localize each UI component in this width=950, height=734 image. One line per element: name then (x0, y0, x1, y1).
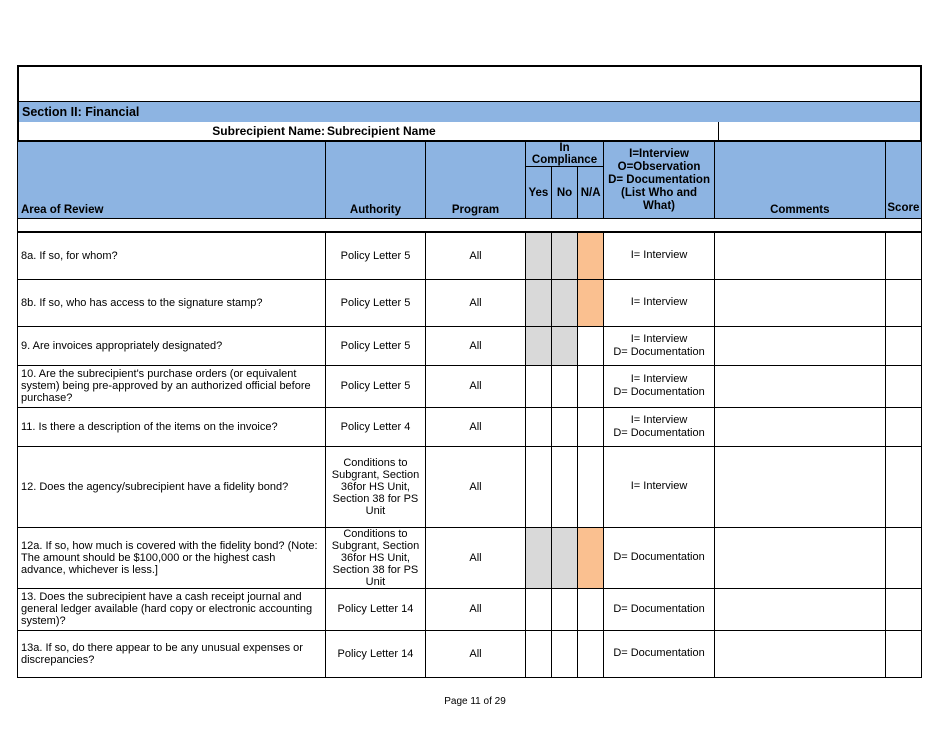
compliance-no-cell[interactable] (551, 527, 577, 588)
mode-line: D= Documentation (613, 602, 705, 615)
area-of-review-cell: 11. Is there a description of the items on the invoice? (18, 407, 326, 446)
mode-line: D= Documentation (613, 647, 705, 659)
score-cell[interactable] (885, 232, 921, 279)
mode-line: I= Interview (630, 480, 688, 492)
header-program: Program (426, 142, 526, 219)
subrecipient-name[interactable]: Subrecipient Name (325, 122, 719, 140)
authority-cell: Policy Letter 4 (325, 407, 426, 446)
score-cell[interactable] (885, 365, 921, 407)
compliance-no-cell[interactable] (551, 326, 577, 365)
compliance-no-cell[interactable] (551, 630, 577, 677)
header-yes: Yes (525, 167, 551, 219)
subrecipient-blank-cell (719, 122, 920, 140)
mode-line: D= Documentation (613, 426, 705, 439)
compliance-yes-cell[interactable] (525, 232, 551, 279)
authority-cell: Conditions to Subgrant, Section 36for HS Unit, Section 38 for PS Unit (325, 446, 426, 527)
area-of-review-cell: 9. Are invoices appropriately designated? (18, 326, 326, 365)
authority-cell: Conditions to Subgrant, Section 36for HS Unit, Section 38 for PS Unit (325, 527, 426, 588)
header-mode-line-1: I=Interview (629, 147, 689, 160)
compliance-yes-cell[interactable] (525, 407, 551, 446)
compliance-na-cell[interactable] (578, 588, 604, 630)
mode-cell (604, 527, 715, 588)
mode-cell (604, 446, 715, 527)
program-cell: All (426, 232, 526, 279)
subrecipient-label: Subrecipient Name: (212, 124, 325, 138)
area-of-review-cell: 13. Does the subrecipient have a cash receipt journal and general ledger available (hard copy or electronic accounting system)? (18, 588, 326, 630)
header-authority: Authority (325, 142, 426, 219)
compliance-no-cell[interactable] (551, 407, 577, 446)
compliance-na-cell[interactable] (578, 407, 604, 446)
compliance-na-cell[interactable] (578, 279, 604, 326)
header-mode-line-4: (List Who and What) (621, 186, 698, 212)
authority-cell: Policy Letter 5 (325, 232, 426, 279)
header-score: Score (885, 142, 921, 219)
score-cell[interactable] (885, 279, 921, 326)
page-number: Page 11 of 29 (444, 696, 506, 707)
compliance-na-cell[interactable] (578, 232, 604, 279)
score-cell[interactable] (885, 446, 921, 527)
authority-cell: Policy Letter 14 (325, 630, 426, 677)
comments-cell[interactable] (714, 326, 885, 365)
mode-line: I= Interview (630, 373, 688, 385)
compliance-na-cell[interactable] (578, 630, 604, 677)
authority-cell: Policy Letter 14 (325, 588, 426, 630)
compliance-na-cell[interactable] (578, 446, 604, 527)
comments-cell[interactable] (714, 365, 885, 407)
review-row (18, 232, 922, 279)
mode-line: I= Interview (630, 413, 688, 426)
mode-line: D= Documentation (613, 386, 705, 398)
subrecipient-row (17, 122, 922, 141)
section-title: Section II: Financial (17, 102, 922, 122)
authority-cell: Policy Letter 5 (325, 326, 426, 365)
review-row (18, 365, 922, 407)
header-na: N/A (578, 167, 604, 219)
score-cell[interactable] (885, 527, 921, 588)
score-cell[interactable] (885, 407, 921, 446)
mode-cell (604, 232, 715, 279)
comments-cell[interactable] (714, 630, 885, 677)
review-row (18, 527, 922, 588)
header-mode (604, 142, 715, 219)
authority-cell: Policy Letter 5 (325, 279, 426, 326)
area-of-review-cell: 8a. If so, for whom? (18, 232, 326, 279)
compliance-yes-cell[interactable] (525, 365, 551, 407)
review-table (17, 141, 922, 678)
compliance-no-cell[interactable] (551, 588, 577, 630)
area-of-review-cell: 10. Are the subrecipient's purchase orders (or equivalent system) being pre-approved by an authorized official before purchase? (18, 365, 326, 407)
review-sheet (17, 65, 922, 678)
program-cell: All (426, 446, 526, 527)
mode-line: D= Documentation (613, 345, 705, 358)
program-cell: All (426, 279, 526, 326)
program-cell: All (426, 407, 526, 446)
comments-cell[interactable] (714, 527, 885, 588)
compliance-yes-cell[interactable] (525, 588, 551, 630)
authority-cell: Policy Letter 5 (325, 365, 426, 407)
review-row (18, 630, 922, 677)
mode-cell (604, 407, 715, 446)
header-no: No (551, 167, 577, 219)
header-spacer-row (18, 219, 922, 233)
review-row (18, 279, 922, 326)
comments-cell[interactable] (714, 407, 885, 446)
mode-cell (604, 630, 715, 677)
mode-line: D= Documentation (613, 551, 705, 563)
mode-line: I= Interview (630, 296, 688, 308)
blank-header-area (17, 65, 922, 102)
program-cell: All (426, 527, 526, 588)
compliance-na-cell[interactable] (578, 365, 604, 407)
score-cell[interactable] (885, 326, 921, 365)
header-mode-line-2: O=Observation (617, 160, 701, 173)
header-in-compliance: In Compliance (525, 142, 603, 167)
compliance-no-cell[interactable] (551, 279, 577, 326)
compliance-na-cell[interactable] (578, 527, 604, 588)
area-of-review-cell: 12. Does the agency/subrecipient have a fidelity bond? (18, 446, 326, 527)
mode-cell (604, 279, 715, 326)
review-row (18, 326, 922, 365)
compliance-no-cell[interactable] (551, 232, 577, 279)
review-row (18, 588, 922, 630)
compliance-no-cell[interactable] (551, 446, 577, 527)
comments-cell[interactable] (714, 588, 885, 630)
program-cell: All (426, 365, 526, 407)
header-area-of-review: Area of Review (18, 142, 326, 219)
mode-line: I= Interview (630, 332, 688, 345)
review-row (18, 446, 922, 527)
compliance-na-cell[interactable] (578, 326, 604, 365)
review-row (18, 407, 922, 446)
comments-cell[interactable] (714, 232, 885, 279)
compliance-yes-cell[interactable] (525, 527, 551, 588)
header-mode-line-3: D= Documentation (608, 173, 710, 186)
mode-line: I= Interview (630, 249, 688, 262)
comments-cell[interactable] (714, 279, 885, 326)
area-of-review-cell: 12a. If so, how much is covered with the fidelity bond? (Note: The amount should be $100,000 or the highest cash advance, whichever is less.] (18, 527, 326, 588)
score-cell[interactable] (885, 588, 921, 630)
area-of-review-cell: 13a. If so, do there appear to be any unusual expenses or discrepancies? (18, 630, 326, 677)
compliance-yes-cell[interactable] (525, 279, 551, 326)
area-of-review-cell: 8b. If so, who has access to the signature stamp? (18, 279, 326, 326)
comments-cell[interactable] (714, 446, 885, 527)
mode-cell (604, 365, 715, 407)
program-cell: All (426, 630, 526, 677)
compliance-yes-cell[interactable] (525, 326, 551, 365)
mode-cell (604, 326, 715, 365)
score-cell[interactable] (885, 630, 921, 677)
compliance-yes-cell[interactable] (525, 630, 551, 677)
review-rows (18, 232, 922, 677)
program-cell: All (426, 588, 526, 630)
mode-cell (604, 588, 715, 630)
compliance-no-cell[interactable] (551, 365, 577, 407)
compliance-yes-cell[interactable] (525, 446, 551, 527)
header-comments: Comments (714, 142, 885, 219)
program-cell: All (426, 326, 526, 365)
